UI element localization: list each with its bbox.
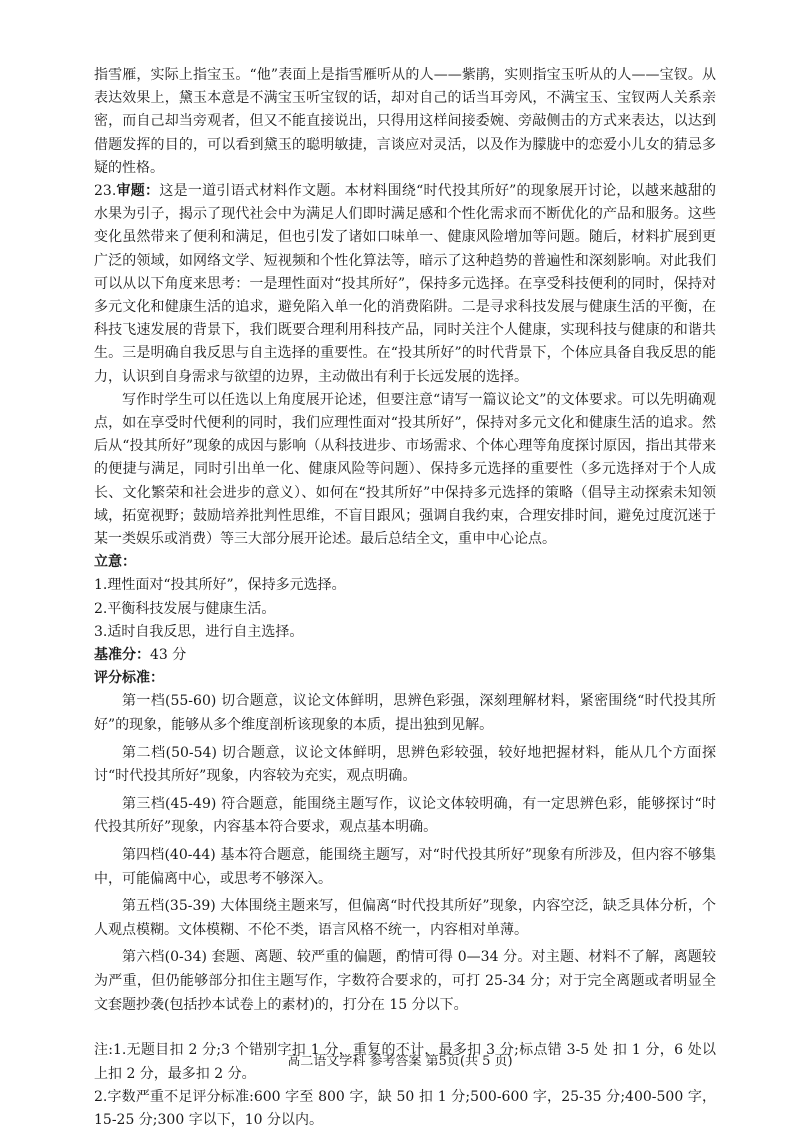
grade-level-5: 第五档(35-39) 大体围绕主题来写，但偏离“时代投其所好”现象，内容空泛，缺乏具体分析，个人观点模糊。文体模糊、不伦不类，语言风格不统一，内容相对单薄。 bbox=[94, 898, 716, 938]
writing-guidance-paragraph: 写作时学生可以任选以上角度展开论述，但要注意“请写一篇议论文”的文体要求。可以先明确观点，如在享受时代便利的同时，我们应理性面对“投其所好”，保持对多元文化和健康生活的追求。然后从“投其所好”现象的成因与影响（从科技进步、市场需求、个体心理等角度探讨原因，指出其带来的便捷与满足，同时引出单一化、健康风险等问题）、保持多元选择的重要性（多元选择对于个人成长、文化繁荣和社会进步的意义）、如何在“投其所好”中保持多元选择的策略（倡导主动探索未知领域，拓宽视野；鼓励培养批判性思维，不盲目跟风；强调自我约束，合理安排时间，避免过度沉迷于某一类娱乐或消费）等三大部分展开论述。最后总结全文，重申中心论点。 bbox=[94, 391, 716, 548]
base-score-value: 43 分 bbox=[150, 647, 187, 664]
base-score-label: 基准分： bbox=[94, 647, 150, 664]
intro-paragraph: 指雪雁，实际上指宝玉。“他”表面上是指雪雁听从的人——紫鹃，实则指宝玉听从的人——宝钗。从表达效果上，黛玉本意是不满宝玉听宝钗的话，却对自己的话当耳旁风，不满宝玉、宝钗两人关系亲密，而自己却当旁观者，但又不能直接说出，只得用这样间接委婉、旁敲侧击的方式来表达，以达到借题发挥的目的，可以看到黛玉的聪明敏捷，言谈应对灵活，以及作为朦胧中的恋爱小儿女的猜忌多疑的性格。 bbox=[94, 67, 716, 176]
grade-level-2: 第二档(50-54) 切合题意，议论文体鲜明，思辨色彩较强，较好地把握材料，能从几个方面探讨“时代投其所好”现象，内容较为充实，观点明确。 bbox=[94, 744, 716, 785]
theme-heading: 立意： bbox=[94, 554, 136, 571]
criteria-heading: 评分标准： bbox=[94, 670, 164, 687]
answer-page bbox=[94, 64, 716, 1133]
theme-item-3: 3.适时自我反思，进行自主选择。 bbox=[94, 623, 304, 640]
theme-item-2: 2.平衡科技发展与健康生活。 bbox=[94, 600, 276, 617]
grade-level-3: 第三档(45-49) 符合题意，能围绕主题写作，议论文体较明确，有一定思辨色彩，能够探讨“时代投其所好”现象，内容基本符合要求，观点基本明确。 bbox=[94, 795, 716, 836]
question-23-analysis bbox=[94, 180, 716, 389]
grade-level-4: 第四档(40-44) 基本符合题意，能围绕主题写，对“时代投其所好”现象有所涉及，但内容不够集中，可能偏离中心，或思考不够深入。 bbox=[94, 847, 716, 887]
analysis-text: 这是一道引语式材料作文题。本材料围绕“时代投其所好”的现象展开讨论，以越来越甜的水果为引子，揭示了现代社会中为满足人们即时满足感和个性化需求而不断优化的产品和服务。这些变化虽然带来了便利和满足，但也引发了诸如口味单一、健康风险增加等问题。随后，材料扩展到更广泛的领域，如网络文学、短视频和个性化算法等，暗示了这种趋势的普遍性和深刻影响。对此我们可以从以下角度来思考：一是理性面对“投其所好”，保持多元选择。在享受科技便利的同时，保持对多元文化和健康生活的追求，避免陷入单一化的消费陷阱。二是寻求科技发展与健康生活的平衡，在科技飞速发展的背景下，我们既要合理利用科技产品，同时关注个人健康，实现科技与健康的和谐共生。三是明确自我反思与自主选择的重要性。在“投其所好”的时代背景下，个体应具备自我反思的能力，认识到自身需求与欲望的边界，主动做出有利于长远发展的选择。 bbox=[94, 183, 716, 385]
page-footer: 高二语文学科 参考答案 第5页(共 5 页) bbox=[287, 1054, 513, 1069]
note-2: 2.字数严重不足评分标准:600 字至 800 字，缺 50 扣 1 分;500-600 字，25-35 分;400-500 字，15-25 分;300 字以下，10 分以内。 bbox=[94, 1089, 716, 1129]
grade-level-6: 第六档(0-34) 套题、离题、较严重的偏题，酌情可得 0—34 分。对主题、材料不了解，离题较为严重，但仍能够部分扣住主题写作，字数符合要求的，可打 25-34 分；对于完全离题或者明显全文套题抄袭(包括抄本试卷上的素材)的，打分在 15 分以下。 bbox=[94, 949, 716, 1013]
analysis-label: 审题： bbox=[116, 183, 160, 200]
note-1: 注:1.无题目扣 2 分;3 个错别字扣 1 分，重复的不计，最多扣 3 分;标点错 3-5 处 扣 1 分，6 处以上扣 2 分，最多扣 2 分。 bbox=[94, 1042, 716, 1082]
base-score bbox=[94, 644, 716, 667]
grade-level-1: 第一档(55-60) 切合题意，议论文体鲜明，思辨色彩强，深刻理解材料，紧密围绕“时代投其所好”的现象，能够从多个维度剖析该现象的本质，提出独到见解。 bbox=[94, 693, 716, 734]
theme-item-1: 1.理性面对“投其所好”，保持多元选择。 bbox=[94, 577, 346, 594]
question-number: 23. bbox=[94, 183, 117, 200]
